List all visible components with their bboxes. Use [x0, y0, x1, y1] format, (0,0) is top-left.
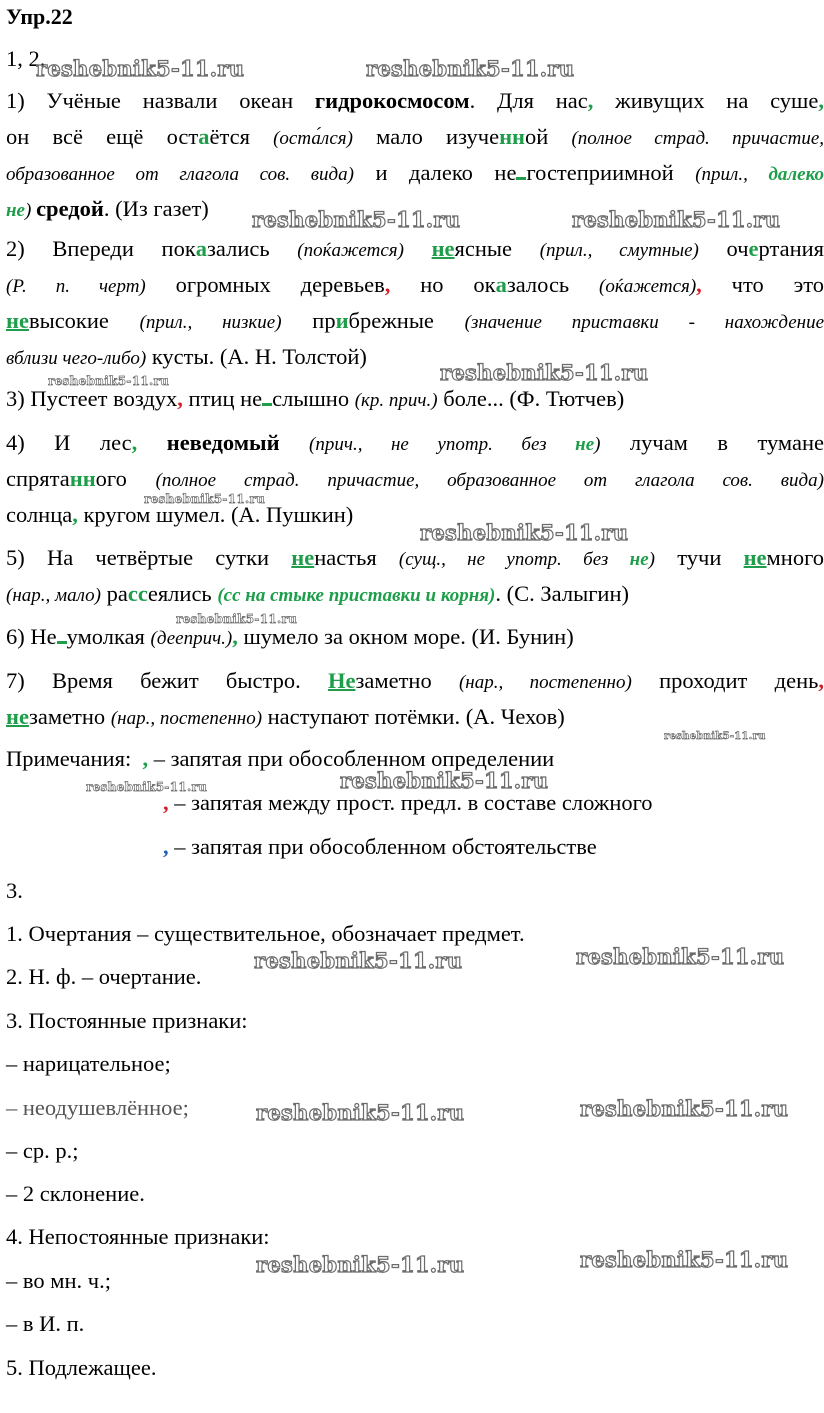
watermark: reshebnik5-11.ru [144, 492, 266, 506]
sentence-3-line-1: 3) Пустеет воздух, птиц не слышно (кр. прич.) боле... (Ф. Тютчев) [6, 386, 625, 411]
analysis-item: – неодушевлённое; [6, 1095, 189, 1120]
spelling-space-mark [262, 389, 272, 406]
watermark: reshebnik5-11.ru [36, 56, 245, 81]
watermark: reshebnik5-11.ru [176, 612, 298, 626]
watermark: reshebnik5-11.ru [664, 731, 766, 742]
watermark: reshebnik5-11.ru [256, 1252, 465, 1277]
spelling-space-mark [57, 627, 67, 644]
watermark: reshebnik5-11.ru [252, 207, 461, 232]
watermark: reshebnik5-11.ru [366, 56, 575, 81]
spelling-space-mark [516, 163, 526, 180]
watermark: reshebnik5-11.ru [340, 768, 549, 793]
sentence-5-line-1: 5) На четвёртые сутки ненастья (сущ., не употр. без не) тучи немного [6, 545, 824, 570]
watermark: reshebnik5-11.ru [48, 374, 170, 388]
sentence-1-line-3: образованное от глагола сов. вида) и далеко не гостеприимной (прил., далеко [6, 160, 824, 185]
analysis-item: – во мн. ч.; [6, 1268, 111, 1293]
watermark: reshebnik5-11.ru [420, 520, 629, 545]
watermark: reshebnik5-11.ru [572, 207, 781, 232]
sentence-2-line-1: 2) Впереди показались (поќажется) неясные (прил., смутные) очертания [6, 236, 824, 261]
sentence-6-line-1: 6) Не умолкая (дееприч.), шумело за окном море. (И. Бунин) [6, 624, 574, 649]
sentence-4-line-3: солнца, кругом шумел. (А. Пушкин) [6, 502, 354, 527]
exercise-title: Упр.22 [6, 4, 73, 29]
notes-line-1: Примечания: , – запятая при обособленном определении [6, 746, 555, 771]
sentence-5-line-2: (нар., мало) рассеялись (сс на стыке приставки и корня). (С. Залыгин) [6, 581, 629, 606]
analysis-item: – ср. р.; [6, 1138, 79, 1163]
analysis-item: 2. Н. ф. – очертание. [6, 964, 202, 989]
watermark: reshebnik5-11.ru [576, 944, 785, 969]
watermark: reshebnik5-11.ru [580, 1247, 789, 1272]
analysis-item: – нарицательное; [6, 1051, 171, 1076]
sentence-4-line-2: спрятанного (полное страд. причастие, образованное от глагола сов. вида) [6, 466, 824, 491]
sentence-2-line-4: вблизи чего-либо) кусты. (А. Н. Толстой) [6, 344, 367, 369]
watermark: reshebnik5-11.ru [86, 780, 208, 794]
watermark: reshebnik5-11.ru [580, 1096, 789, 1121]
sentence-1-line-4: не) средой. (Из газет) [6, 196, 209, 221]
notes-line-2: , – запятая между прост. предл. в составе сложного [163, 790, 653, 815]
analysis-item: 3. Постоянные признаки: [6, 1008, 248, 1033]
sentence-7-line-1: 7) Время бежит быстро. Незаметно (нар., постепенно) проходит день, [6, 668, 824, 693]
analysis-item: – в И. п. [6, 1311, 85, 1336]
analysis-item: 4. Непостоянные признаки: [6, 1224, 270, 1249]
analysis-item: – 2 склонение. [6, 1181, 145, 1206]
section-heading-3: 3. [6, 878, 23, 903]
watermark: reshebnik5-11.ru [254, 948, 463, 973]
sentence-1-line-2: он всё ещё остаётся (оста́лся) мало изученной (полное страд. причастие, [6, 124, 824, 149]
notes-line-3: , – запятая при обособленном обстоятельстве [163, 834, 597, 859]
watermark: reshebnik5-11.ru [256, 1100, 465, 1125]
section-heading-1-2: 1, 2. [6, 46, 46, 71]
analysis-item: 1. Очертания – существительное, обозначает предмет. [6, 921, 525, 946]
sentence-1-line-1: 1) Учёные назвали океан гидрокосмосом. Для нас, живущих на суше, [6, 88, 824, 113]
sentence-4-line-1: 4) И лес, неведомый (прич., не употр. без не) лучам в тумане [6, 430, 824, 455]
sentence-7-line-2: незаметно (нар., постепенно) наступают потёмки. (А. Чехов) [6, 704, 565, 729]
sentence-2-line-3: невысокие (прил., низкие) прибрежные (значение приставки - нахождение [6, 308, 824, 333]
sentence-2-line-2: (Р. п. черт) огромных деревьев, но оказалось (оќажется), что это [6, 272, 824, 297]
watermark: reshebnik5-11.ru [440, 360, 649, 385]
analysis-item: 5. Подлежащее. [6, 1355, 157, 1380]
